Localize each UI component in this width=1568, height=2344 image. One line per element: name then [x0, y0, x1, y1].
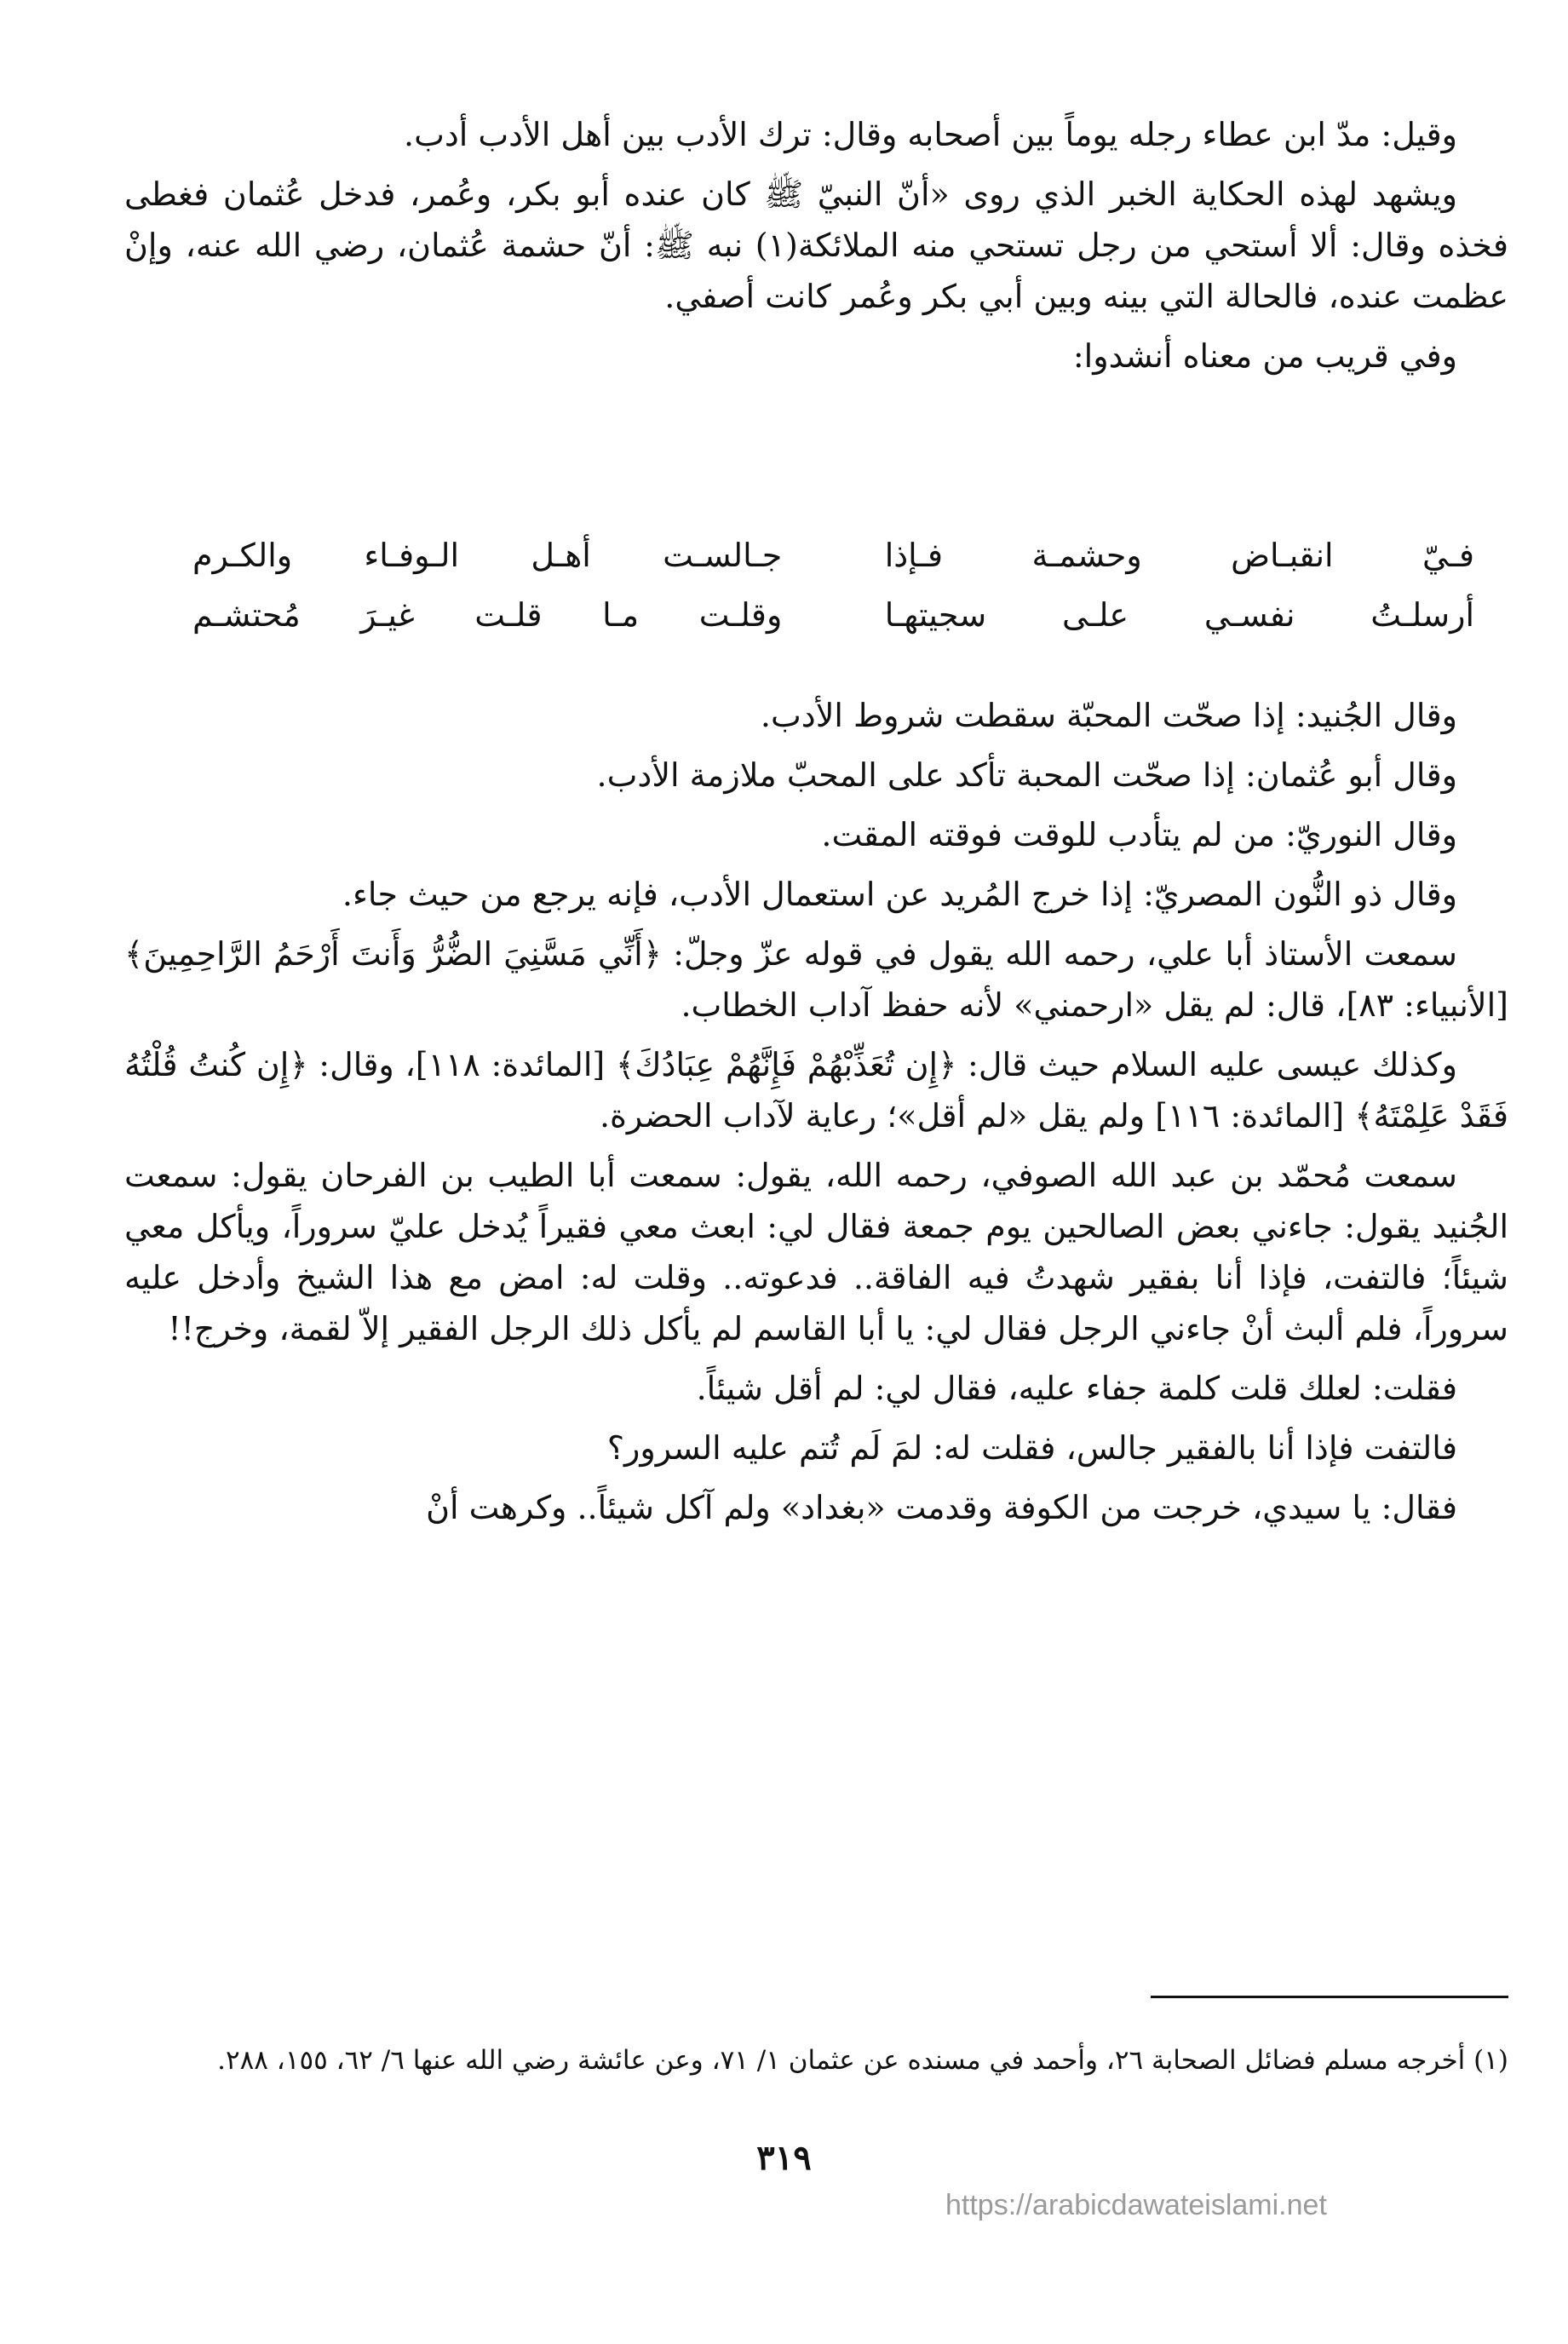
verse-1-second-hemistich: جـالسـت أهـل الـوفـاء والكـرم: [192, 537, 783, 574]
paragraph-story: سمعت مُحمّد بن عبد الله الصوفي، رحمه الله، يقول: سمعت أبا الطيب بن الفرحان يقول: سمعت الجُنيد يقول: جاءني بعض الصالحين يوم جمعة فقال لي: ابعث معي فقيراً يُدخل عليّ سروراً، ويأكل معي شيئاً؛ فالتفت، فإذا أنا بفقير شهدتُ فيه الفاقة.. فدعوته.. وقلت له: امض مع هذا الشيخ وأدخل عليه سروراً، فلم ألبث أنْ جاءني الرجل فقال لي: يا أبا القاسم لم يأكل ذلك الرجل الفقير إلاّ لقمة، وخرج!!: [124, 1157, 1508, 1347]
verse-line-2: [192, 588, 1474, 642]
paragraph-poem-intro: وفي قريب من معناه أنشدوا:: [1072, 337, 1457, 375]
paragraph-isa: وكذلك عيسى عليه السلام حيث قال: ﴿إِن تُعَذِّبْهُمْ فَإِنَّهُمْ عِبَادُكَ﴾ [المائدة: ١١٨]، وقال: ﴿إِن كُنتُ قُلْتُهُ فَقَدْ عَلِمْتَهُ﴾ [المائدة: ١١٦] ولم يقل «لم أقل»؛ رعاية لآداب الحضرة.: [124, 1046, 1508, 1135]
paragraph-dhun-nun: وقال ذو النُّون المصريّ: إذا خرج المُريد عن استعمال الأدب، فإنه يرجع من حيث جاء.: [342, 876, 1457, 913]
paragraph-nuri: وقال النوريّ: من لم يتأدب للوقت فوقته المقت.: [821, 816, 1457, 853]
footnote-divider: [1151, 1996, 1508, 1998]
watermark-url: https://arabicdawateislami.net: [945, 2189, 1327, 2221]
verse-2-first-hemistich: أرسلـتُ نفسـي علـى سجيتهـا: [884, 596, 1474, 634]
body-text-lower: [124, 690, 1508, 1542]
body-text-upper: [124, 109, 1508, 390]
paragraph-ibn-ata: وقيل: مدّ ابن عطاء رجله يوماً بين أصحابه وقال: ترك الأدب بين أهل الأدب أدب.: [403, 116, 1457, 153]
poem-block: [124, 523, 1508, 647]
paragraph-story-reply-1: فقلت: لعلك قلت كلمة جفاء عليه، فقال لي: لم أقل شيئاً.: [696, 1370, 1457, 1407]
verse-1-first-hemistich: فـيّ انقبـاض وحشمـة فـإذا: [884, 537, 1474, 574]
paragraph-abu-ali: سمعت الأستاذ أبا علي، رحمه الله يقول في قوله عزّ وجلّ: ﴿أَنِّي مَسَّنِيَ الضُّرُّ وَأَنتَ أَرْحَمُ الرَّاحِمِينَ﴾ [الأنبياء: ٨٣]، قال: لم يقل «ارحمني» لأنه حفظ آداب الخطاب.: [124, 935, 1508, 1024]
page-number: ٣١٩: [756, 2138, 812, 2178]
paragraph-story-reply-3: فقال: يا سيدي، خرجت من الكوفة وقدمت «بغداد» ولم آكل شيئاً.. وكرهت أنْ: [426, 1489, 1457, 1526]
footnote: (١) أخرجه مسلم فضائل الصحابة ٢٦، وأحمد في مسنده عن عثمان ١/ ٧١، وعن عائشة رضي الله عنها ٦/ ٦٢، ١٥٥، ٢٨٨.: [217, 2045, 1508, 2076]
verse-line-1: [192, 528, 1474, 583]
paragraph-uthman-hadith: ويشهد لهذه الحكاية الخبر الذي روى «أنّ النبيّ ﷺ كان عنده أبو بكر، وعُمر، فدخل عُثمان فغطى فخذه وقال: ألا أستحي من رجل تستحي منه الملائكة(١) نبه ﷺ: أنّ حشمة عُثمان، رضي الله عنه، وإنْ عظمت عنده، فالحالة التي بينه وبين أبي بكر وعُمر كانت أصفي.: [124, 175, 1508, 315]
paragraph-junayd: وقال الجُنيد: إذا صحّت المحبّة سقطت شروط الأدب.: [760, 697, 1457, 734]
paragraph-story-reply-2: فالتفت فإذا أنا بالفقير جالس، فقلت له: لمَ لَم تُتم عليه السرور؟: [606, 1429, 1457, 1467]
verse-2-second-hemistich: وقلـت مـا قلـت غيـرَ مُحتشـم: [192, 596, 783, 634]
paragraph-abu-uthman: وقال أبو عُثمان: إذا صحّت المحبة تأكد على المحبّ ملازمة الأدب.: [596, 756, 1457, 794]
